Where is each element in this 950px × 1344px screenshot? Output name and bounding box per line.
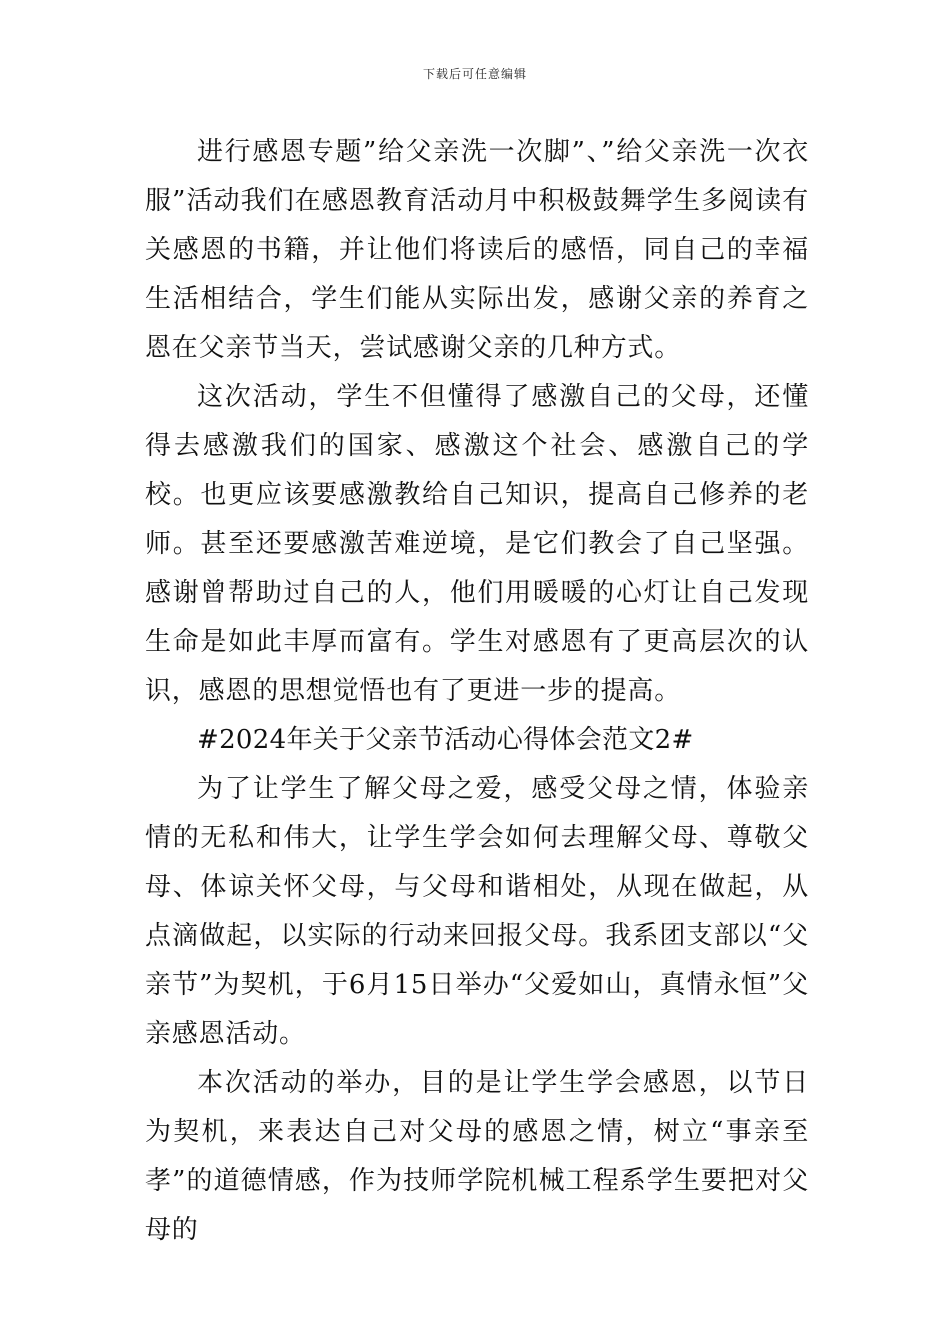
paragraph-2: 这次活动，学生不但懂得了感激自己的父母，还懂得去感激我们的国家、感激这个社会、感激自己的学校。也更应该要感激教给自己知识，提高自己修养的老师。甚至还要感激苦难逆境，是它们教会了自己坚强。感谢曾帮助过自己的人，他们用暖暖的心灯让自己发现生命是如此丰厚而富有。学生对感恩有了更高层次的认识，感恩的思想觉悟也有了更进一步的提高。 (145, 382, 809, 706)
paragraph-4: 本次活动的举办，目的是让学生学会感恩，以节日为契机，来表达自己对父母的感恩之情，树立“事亲至孝”的道德情感，作为技师学院机械工程系学生要把对父母的 (145, 1068, 809, 1245)
document-body (145, 128, 809, 1255)
paragraph-1: 进行感恩专题”给父亲洗一次脚”、”给父亲洗一次衣服”活动我们在感恩教育活动月中积极鼓舞学生多阅读有关感恩的书籍，并让他们将读后的感悟，同自己的幸福生活相结合，学生们能从实际出发，感谢父亲的养育之恩在父亲节当天，尝试感谢父亲的几种方式。 (145, 137, 809, 363)
page-header-note: 下载后可任意编辑 (422, 67, 527, 81)
section-heading: #2024年关于父亲节活动心得体会范文2# (197, 725, 694, 755)
paragraph-3: 为了让学生了解父母之爱，感受父母之情，体验亲情的无私和伟大，让学生学会如何去理解父母、尊敬父母、体谅关怀父母，与父母和谐相处，从现在做起，从点滴做起，以实际的行动来回报父母。我系团支部以“父亲节”为契机，于6月15日举办“父爱如山，真情永恒”父亲感恩活动。 (145, 774, 809, 1049)
